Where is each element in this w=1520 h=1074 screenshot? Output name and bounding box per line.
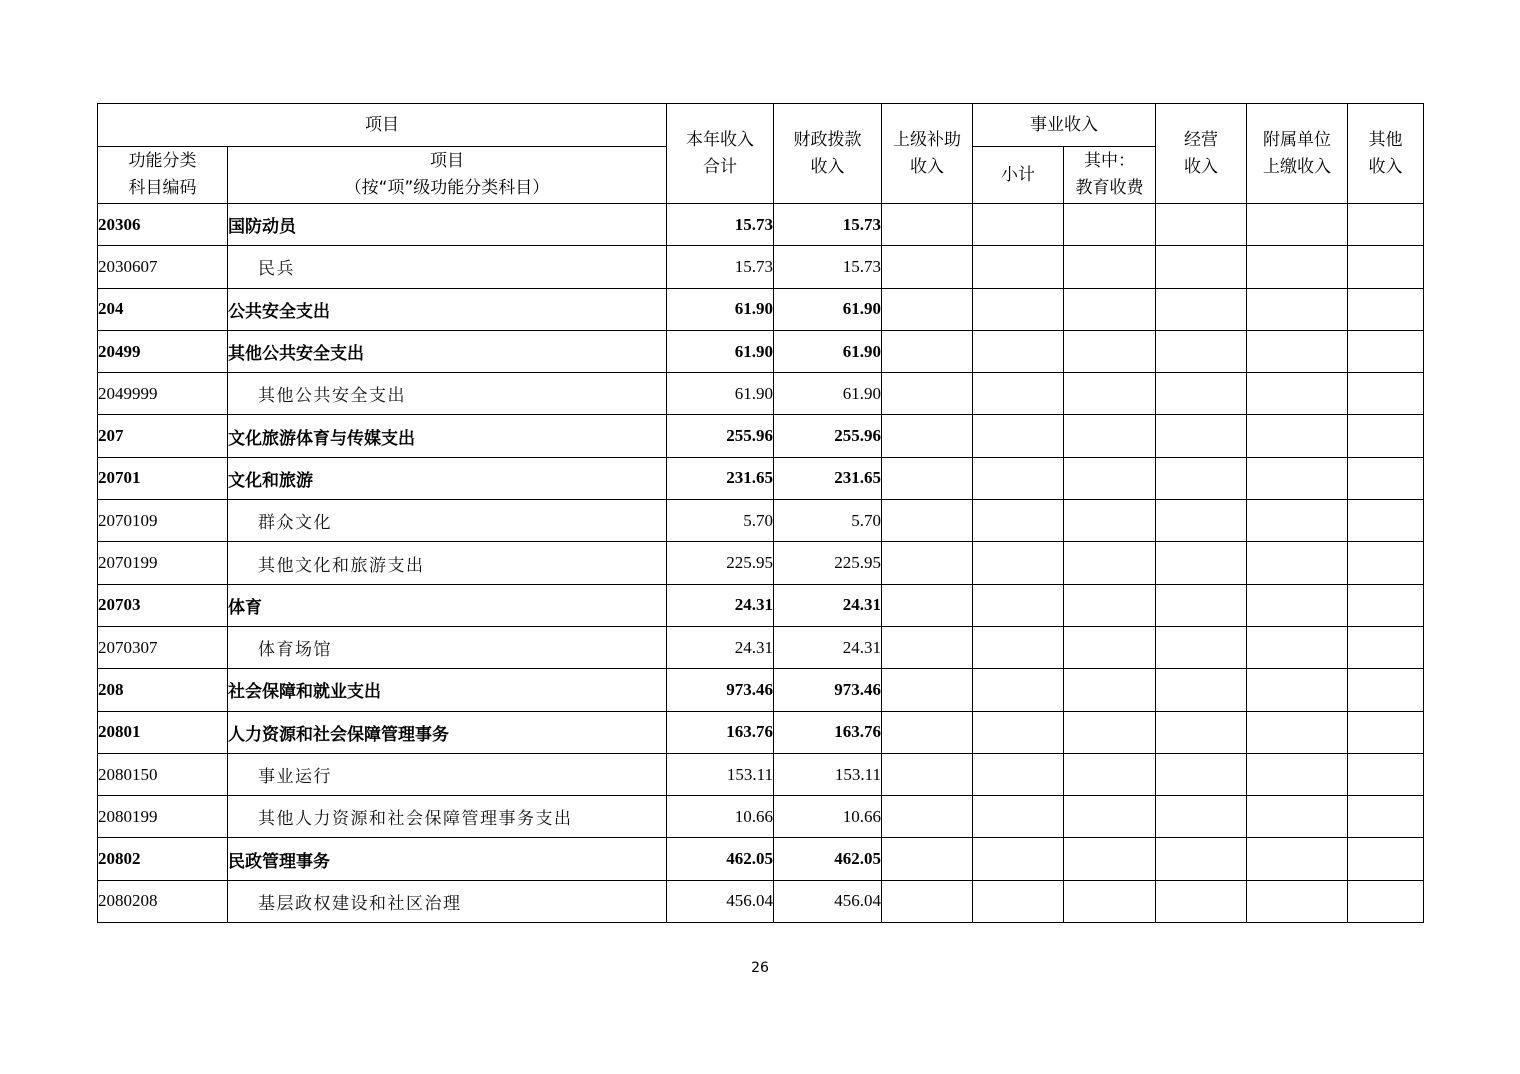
business-subtotal-cell: [973, 711, 1064, 753]
operating-income-cell: [1156, 711, 1247, 753]
affiliated-income-cell: [1247, 457, 1348, 499]
code-cell: 20499: [98, 330, 228, 372]
business-subtotal-cell: [973, 584, 1064, 626]
item-name-cell: 国防动员: [228, 204, 667, 246]
business-subtotal-cell: [973, 880, 1064, 922]
other-income-cell: [1348, 626, 1424, 668]
item-name-cell: 其他人力资源和社会保障管理事务支出: [228, 796, 667, 838]
code-cell: 2070307: [98, 626, 228, 668]
superior-subsidy-cell: [882, 457, 973, 499]
table-row: [98, 288, 1424, 330]
table-row: [98, 584, 1424, 626]
table-row: [98, 373, 1424, 415]
table-row: [98, 330, 1424, 372]
operating-income-cell: [1156, 626, 1247, 668]
fiscal-appropriation-cell: 15.73: [774, 246, 882, 288]
other-income-cell: [1348, 500, 1424, 542]
business-education-fee-cell: [1064, 415, 1156, 457]
business-education-fee-cell: [1064, 204, 1156, 246]
table-row: [98, 415, 1424, 457]
superior-subsidy-cell: [882, 204, 973, 246]
item-name-cell: 民政管理事务: [228, 838, 667, 880]
total-income-cell: 24.31: [667, 584, 774, 626]
fiscal-appropriation-cell: 10.66: [774, 796, 882, 838]
operating-income-cell: [1156, 500, 1247, 542]
total-income-cell: 61.90: [667, 373, 774, 415]
business-education-fee-cell: [1064, 288, 1156, 330]
superior-subsidy-cell: [882, 542, 973, 584]
total-income-cell: 153.11: [667, 753, 774, 795]
affiliated-income-cell: [1247, 880, 1348, 922]
business-subtotal-cell: [973, 542, 1064, 584]
business-subtotal-cell: [973, 204, 1064, 246]
income-budget-table: [97, 103, 1424, 923]
code-cell: 207: [98, 415, 228, 457]
business-subtotal-cell: [973, 500, 1064, 542]
business-subtotal-cell: [973, 330, 1064, 372]
item-name-cell: 其他文化和旅游支出: [228, 542, 667, 584]
affiliated-income-cell: [1247, 500, 1348, 542]
fiscal-appropriation-cell: 61.90: [774, 288, 882, 330]
table-row: [98, 500, 1424, 542]
business-subtotal-cell: [973, 669, 1064, 711]
superior-subsidy-cell: [882, 373, 973, 415]
page-number: 26: [751, 960, 769, 976]
business-subtotal-cell: [973, 373, 1064, 415]
total-income-cell: 973.46: [667, 669, 774, 711]
superior-subsidy-cell: [882, 330, 973, 372]
superior-subsidy-cell: [882, 880, 973, 922]
fiscal-appropriation-cell: 225.95: [774, 542, 882, 584]
header-affiliated-income: 附属单位 上缴收入: [1247, 104, 1348, 204]
operating-income-cell: [1156, 246, 1247, 288]
operating-income-cell: [1156, 880, 1247, 922]
item-name-cell: 体育: [228, 584, 667, 626]
item-name-cell: 其他公共安全支出: [228, 330, 667, 372]
affiliated-income-cell: [1247, 542, 1348, 584]
code-cell: 2080150: [98, 753, 228, 795]
header-operating-income: 经营 收入: [1156, 104, 1247, 204]
fiscal-appropriation-cell: 456.04: [774, 880, 882, 922]
business-subtotal-cell: [973, 796, 1064, 838]
header-fiscal-appropriation: 财政拨款 收入: [774, 104, 882, 204]
affiliated-income-cell: [1247, 838, 1348, 880]
item-name-cell: 公共安全支出: [228, 288, 667, 330]
item-name-cell: 社会保障和就业支出: [228, 669, 667, 711]
table-row: [98, 880, 1424, 922]
total-income-cell: 225.95: [667, 542, 774, 584]
fiscal-appropriation-cell: 61.90: [774, 373, 882, 415]
business-education-fee-cell: [1064, 838, 1156, 880]
operating-income-cell: [1156, 204, 1247, 246]
fiscal-appropriation-cell: 153.11: [774, 753, 882, 795]
header-business-subtotal: 小计: [973, 147, 1064, 204]
header-superior-subsidy: 上级补助 收入: [882, 104, 973, 204]
superior-subsidy-cell: [882, 711, 973, 753]
business-subtotal-cell: [973, 288, 1064, 330]
business-education-fee-cell: [1064, 373, 1156, 415]
affiliated-income-cell: [1247, 415, 1348, 457]
business-subtotal-cell: [973, 753, 1064, 795]
fiscal-appropriation-cell: 15.73: [774, 204, 882, 246]
code-cell: 2080199: [98, 796, 228, 838]
header-function-code: 功能分类 科目编码: [98, 147, 228, 204]
business-subtotal-cell: [973, 415, 1064, 457]
operating-income-cell: [1156, 457, 1247, 499]
operating-income-cell: [1156, 584, 1247, 626]
other-income-cell: [1348, 838, 1424, 880]
header-item: 项目: [98, 104, 667, 147]
header-total-income: 本年收入 合计: [667, 104, 774, 204]
superior-subsidy-cell: [882, 500, 973, 542]
code-cell: 2070199: [98, 542, 228, 584]
item-name-cell: 其他公共安全支出: [228, 373, 667, 415]
affiliated-income-cell: [1247, 711, 1348, 753]
operating-income-cell: [1156, 796, 1247, 838]
other-income-cell: [1348, 669, 1424, 711]
code-cell: 2049999: [98, 373, 228, 415]
other-income-cell: [1348, 880, 1424, 922]
affiliated-income-cell: [1247, 796, 1348, 838]
other-income-cell: [1348, 204, 1424, 246]
fiscal-appropriation-cell: 24.31: [774, 626, 882, 668]
business-education-fee-cell: [1064, 330, 1156, 372]
superior-subsidy-cell: [882, 626, 973, 668]
code-cell: 2070109: [98, 500, 228, 542]
business-education-fee-cell: [1064, 457, 1156, 499]
business-education-fee-cell: [1064, 500, 1156, 542]
code-cell: 20703: [98, 584, 228, 626]
other-income-cell: [1348, 542, 1424, 584]
affiliated-income-cell: [1247, 330, 1348, 372]
superior-subsidy-cell: [882, 246, 973, 288]
other-income-cell: [1348, 711, 1424, 753]
total-income-cell: 456.04: [667, 880, 774, 922]
superior-subsidy-cell: [882, 796, 973, 838]
superior-subsidy-cell: [882, 584, 973, 626]
other-income-cell: [1348, 373, 1424, 415]
table-row: [98, 246, 1424, 288]
table-row: [98, 457, 1424, 499]
total-income-cell: 15.73: [667, 246, 774, 288]
operating-income-cell: [1156, 669, 1247, 711]
affiliated-income-cell: [1247, 626, 1348, 668]
total-income-cell: 231.65: [667, 457, 774, 499]
total-income-cell: 24.31: [667, 626, 774, 668]
operating-income-cell: [1156, 288, 1247, 330]
business-education-fee-cell: [1064, 880, 1156, 922]
fiscal-appropriation-cell: 462.05: [774, 838, 882, 880]
table-body: [98, 204, 1424, 923]
table-row: [98, 542, 1424, 584]
item-name-cell: 体育场馆: [228, 626, 667, 668]
affiliated-income-cell: [1247, 288, 1348, 330]
operating-income-cell: [1156, 753, 1247, 795]
affiliated-income-cell: [1247, 584, 1348, 626]
total-income-cell: 462.05: [667, 838, 774, 880]
operating-income-cell: [1156, 330, 1247, 372]
fiscal-appropriation-cell: 231.65: [774, 457, 882, 499]
business-education-fee-cell: [1064, 711, 1156, 753]
code-cell: 204: [98, 288, 228, 330]
total-income-cell: 15.73: [667, 204, 774, 246]
code-cell: 20801: [98, 711, 228, 753]
fiscal-appropriation-cell: 24.31: [774, 584, 882, 626]
operating-income-cell: [1156, 373, 1247, 415]
superior-subsidy-cell: [882, 753, 973, 795]
other-income-cell: [1348, 753, 1424, 795]
business-education-fee-cell: [1064, 542, 1156, 584]
table-row: [98, 669, 1424, 711]
operating-income-cell: [1156, 542, 1247, 584]
header-other-income: 其他 收入: [1348, 104, 1424, 204]
code-cell: 208: [98, 669, 228, 711]
header-business-income: 事业收入: [973, 104, 1156, 147]
business-education-fee-cell: [1064, 669, 1156, 711]
total-income-cell: 61.90: [667, 330, 774, 372]
total-income-cell: 61.90: [667, 288, 774, 330]
superior-subsidy-cell: [882, 669, 973, 711]
superior-subsidy-cell: [882, 415, 973, 457]
business-subtotal-cell: [973, 246, 1064, 288]
business-education-fee-cell: [1064, 246, 1156, 288]
total-income-cell: 163.76: [667, 711, 774, 753]
header-business-education-fee: 其中： 教育收费: [1064, 147, 1156, 204]
fiscal-appropriation-cell: 61.90: [774, 330, 882, 372]
operating-income-cell: [1156, 415, 1247, 457]
affiliated-income-cell: [1247, 246, 1348, 288]
total-income-cell: 10.66: [667, 796, 774, 838]
business-education-fee-cell: [1064, 753, 1156, 795]
table-row: [98, 204, 1424, 246]
table-row: [98, 626, 1424, 668]
superior-subsidy-cell: [882, 288, 973, 330]
business-subtotal-cell: [973, 626, 1064, 668]
business-subtotal-cell: [973, 457, 1064, 499]
item-name-cell: 文化和旅游: [228, 457, 667, 499]
business-education-fee-cell: [1064, 584, 1156, 626]
code-cell: 2030607: [98, 246, 228, 288]
table-row: [98, 753, 1424, 795]
operating-income-cell: [1156, 838, 1247, 880]
table-row: [98, 796, 1424, 838]
code-cell: 20306: [98, 204, 228, 246]
item-name-cell: 民兵: [228, 246, 667, 288]
affiliated-income-cell: [1247, 204, 1348, 246]
other-income-cell: [1348, 584, 1424, 626]
item-name-cell: 群众文化: [228, 500, 667, 542]
fiscal-appropriation-cell: 5.70: [774, 500, 882, 542]
item-name-cell: 事业运行: [228, 753, 667, 795]
item-name-cell: 基层政权建设和社区治理: [228, 880, 667, 922]
superior-subsidy-cell: [882, 838, 973, 880]
other-income-cell: [1348, 415, 1424, 457]
table-row: [98, 838, 1424, 880]
fiscal-appropriation-cell: 163.76: [774, 711, 882, 753]
business-subtotal-cell: [973, 838, 1064, 880]
other-income-cell: [1348, 330, 1424, 372]
total-income-cell: 255.96: [667, 415, 774, 457]
affiliated-income-cell: [1247, 753, 1348, 795]
business-education-fee-cell: [1064, 626, 1156, 668]
code-cell: 20701: [98, 457, 228, 499]
total-income-cell: 5.70: [667, 500, 774, 542]
code-cell: 2080208: [98, 880, 228, 922]
fiscal-appropriation-cell: 255.96: [774, 415, 882, 457]
item-name-cell: 人力资源和社会保障管理事务: [228, 711, 667, 753]
business-education-fee-cell: [1064, 796, 1156, 838]
other-income-cell: [1348, 796, 1424, 838]
table-row: [98, 711, 1424, 753]
header-item-subtitle: 项目 （按“项”级功能分类科目）: [228, 147, 667, 204]
item-name-cell: 文化旅游体育与传媒支出: [228, 415, 667, 457]
affiliated-income-cell: [1247, 669, 1348, 711]
affiliated-income-cell: [1247, 373, 1348, 415]
fiscal-appropriation-cell: 973.46: [774, 669, 882, 711]
other-income-cell: [1348, 246, 1424, 288]
other-income-cell: [1348, 288, 1424, 330]
code-cell: 20802: [98, 838, 228, 880]
other-income-cell: [1348, 457, 1424, 499]
